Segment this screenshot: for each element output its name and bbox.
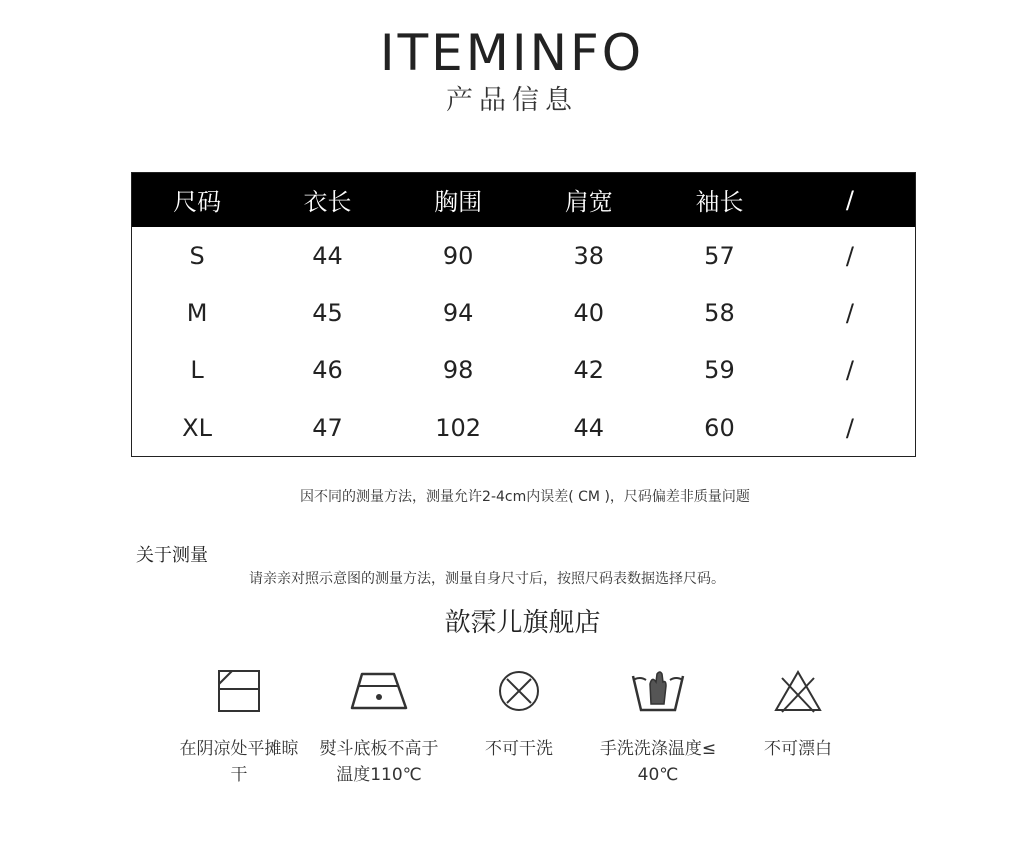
table-cell: 94 xyxy=(442,298,474,327)
care-label-line: 干 xyxy=(230,765,248,785)
care-item-dry-flat xyxy=(164,668,314,788)
table-cell: 38 xyxy=(573,242,605,271)
no-dry-clean-icon xyxy=(496,668,542,714)
care-label xyxy=(723,736,873,762)
care-label-line: 在阴凉处平摊晾 xyxy=(179,739,299,759)
care-label xyxy=(164,736,314,788)
size-chart-table xyxy=(131,172,916,457)
table-cell: 58 xyxy=(704,298,735,327)
care-label-line: 不可干洗 xyxy=(485,739,553,759)
dry-flat-shade-icon xyxy=(216,668,262,714)
care-item-iron xyxy=(304,668,454,788)
table-row xyxy=(132,227,916,285)
header-shoulder: 肩宽 xyxy=(564,188,613,217)
header-sleeve: 袖长 xyxy=(695,188,744,217)
care-item-hand-wash xyxy=(583,668,733,788)
table-cell: L xyxy=(190,356,204,385)
table-cell: 47 xyxy=(312,413,343,442)
care-label-line: 手洗洗涤温度≤ xyxy=(599,739,717,759)
table-cell: 42 xyxy=(573,356,605,385)
table-header-row xyxy=(132,173,916,227)
care-label xyxy=(444,736,594,762)
table-cell: / xyxy=(845,298,854,327)
table-row xyxy=(132,342,916,400)
measurement-note: 因不同的测量方法，测量允许2-4cm内误差( CM )，尺码偏差非质量问题 xyxy=(300,489,750,505)
page-subtitle: 产品信息 xyxy=(446,85,578,116)
care-label-line: 40℃ xyxy=(637,765,679,785)
table-cell: / xyxy=(845,356,854,385)
table-cell: / xyxy=(845,242,854,271)
table-cell: 40 xyxy=(573,298,605,327)
header-size: 尺码 xyxy=(173,188,222,217)
table-cell: 57 xyxy=(704,242,735,271)
iron-low-heat-icon xyxy=(348,668,410,714)
care-label xyxy=(304,736,454,788)
measure-description: 请亲亲对照示意图的测量方法，测量自身尺寸后，按照尺码表数据选择尺码。 xyxy=(249,571,725,587)
table-cell: 60 xyxy=(704,413,735,442)
page-title: ITEMINFO xyxy=(379,24,645,82)
table-cell: XL xyxy=(182,413,212,442)
table-cell: 46 xyxy=(312,356,343,385)
table-row xyxy=(132,284,916,342)
care-item-no-dry-clean xyxy=(444,668,594,762)
care-label-line: 温度110℃ xyxy=(336,765,422,785)
care-item-no-bleach xyxy=(723,668,873,762)
table-cell: 44 xyxy=(573,413,605,442)
header-bust: 胸围 xyxy=(434,188,483,217)
shop-name: 歆霂儿旗舰店 xyxy=(444,608,601,638)
table-cell: 44 xyxy=(312,242,343,271)
table-row xyxy=(132,399,916,457)
care-label-line: 熨斗底板不高于 xyxy=(319,739,439,759)
table-cell: 102 xyxy=(435,413,482,442)
no-bleach-icon xyxy=(773,668,823,714)
table-cell: 45 xyxy=(312,298,343,327)
table-cell: / xyxy=(845,413,854,442)
table-cell: 90 xyxy=(442,242,474,271)
hand-wash-icon xyxy=(630,668,686,714)
table-cell: 59 xyxy=(704,356,735,385)
header-length: 衣长 xyxy=(303,188,352,217)
care-label xyxy=(583,736,733,788)
table-cell: 98 xyxy=(442,356,474,385)
care-label-line: 不可漂白 xyxy=(764,739,832,759)
header-extra: / xyxy=(845,185,854,214)
measure-section-title: 关于测量 xyxy=(136,545,208,566)
table-cell: M xyxy=(186,298,208,327)
table-cell: S xyxy=(189,242,205,271)
